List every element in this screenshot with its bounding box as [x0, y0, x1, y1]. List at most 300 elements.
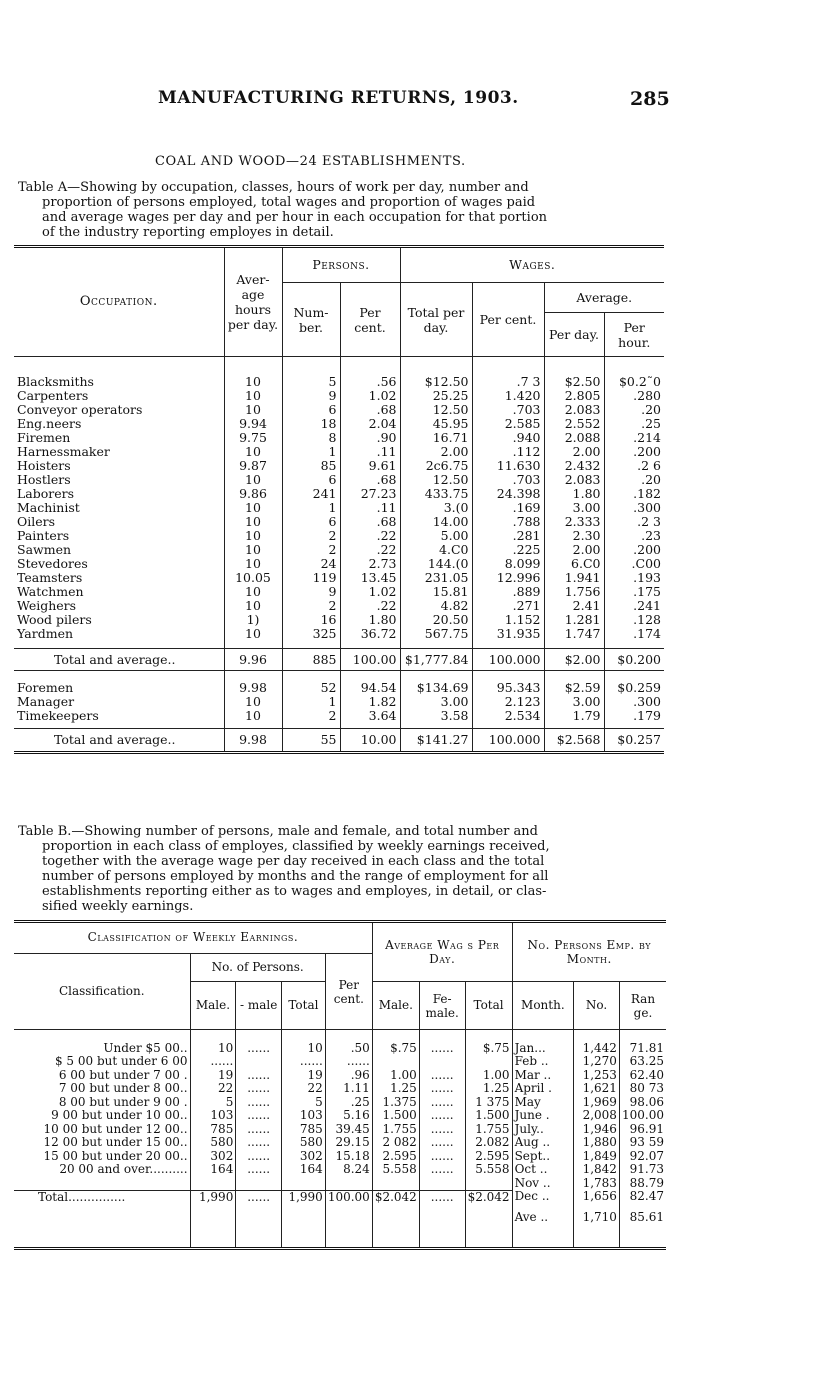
cell-occupation-name: Hostlers	[17, 471, 71, 487]
col-per-hour: Per hour.	[604, 313, 664, 357]
col-avg-wage: Average Wag s Per Day.	[372, 922, 512, 982]
cell-male	[190, 1177, 236, 1191]
cell-avg-per-day: 1.281	[544, 613, 604, 627]
cell-number: 1	[282, 445, 340, 459]
cell-avg-per-day: 2.432	[544, 459, 604, 473]
cell-total: 103	[281, 1109, 325, 1123]
cell-avg-total: $2.042	[465, 1190, 512, 1204]
cell-avg-female	[419, 1177, 465, 1191]
table-row	[14, 459, 664, 473]
cell-number: 8	[282, 431, 340, 445]
cell-wages-percent: .7 3	[472, 375, 544, 389]
caption-line: Table B.—Showing number of persons, male and female, and total number and	[18, 824, 538, 839]
cell-avg-total: 1.500	[465, 1109, 512, 1123]
cell-total: 19	[281, 1069, 325, 1083]
cell-total-per-day: 20.50	[400, 613, 472, 627]
table-b-caption	[18, 824, 664, 914]
average-row	[14, 1204, 666, 1232]
cell-avg-female	[419, 1204, 465, 1232]
cell-avg-per-hour: .128	[604, 613, 664, 627]
cell-range: 82.47	[619, 1190, 666, 1204]
cell-female: ......	[236, 1123, 282, 1137]
cell-male: ......	[190, 1055, 236, 1069]
cell-per-cent: ......	[325, 1055, 372, 1069]
cell-avg-male: 1.755	[372, 1123, 419, 1137]
cell-classification	[14, 1204, 190, 1232]
table-row	[14, 1150, 666, 1164]
col-percent: Per cent.	[340, 283, 400, 357]
cell-avg-male: $2.042	[372, 1190, 419, 1204]
cell-avg-male: 1.25	[372, 1082, 419, 1096]
cell-avg-per-day: $2.568	[544, 729, 604, 753]
table-row	[14, 375, 664, 389]
cell-avg-per-hour: .200	[604, 445, 664, 459]
cell-avg-per-hour: .174	[604, 627, 664, 641]
cell-persons-percent: .68	[340, 473, 400, 487]
cell-avg-per-day: $2.50	[544, 375, 604, 389]
cell-occupation-name: Weighers	[17, 597, 77, 613]
cell-persons-no: 1,656	[574, 1190, 620, 1204]
table-row	[14, 1136, 666, 1150]
cell-total-per-day: $134.69	[400, 681, 472, 695]
cell-month: Feb ..	[512, 1055, 574, 1069]
cell-wages-percent: .788	[472, 515, 544, 529]
cell-range: 98.06	[619, 1096, 666, 1110]
cell-persons-percent: 36.72	[340, 627, 400, 641]
cell-classification: 9 00 but under 10 00..	[51, 1108, 188, 1122]
cell-persons-percent: .56	[340, 375, 400, 389]
col-wages-percent: Per cent.	[472, 283, 544, 357]
total-row	[14, 729, 664, 753]
cell-occupation-name: Oilers	[17, 513, 56, 529]
cell-month: Ave ..	[512, 1204, 574, 1232]
cell-hours: 10.05	[224, 571, 282, 585]
cell-number: 18	[282, 417, 340, 431]
table-row	[14, 1163, 666, 1177]
col-avg-female: Fe- male.	[419, 982, 465, 1030]
cell-total: 10	[281, 1042, 325, 1056]
cell-total: 5	[281, 1096, 325, 1110]
divider-row	[14, 671, 664, 681]
cell-avg-total: 1.00	[465, 1069, 512, 1083]
cell-avg-per-day: 1.80	[544, 487, 604, 501]
cell-occupation-name: Watchmen	[17, 583, 84, 599]
cell-number: 1	[282, 501, 340, 515]
cell-female: ......	[236, 1109, 282, 1123]
cell-hours: 9.98	[224, 729, 282, 753]
cell-female: ......	[236, 1069, 282, 1083]
cell-occupation-name: Foremen	[17, 679, 74, 695]
cell-occupation-name: Stevedores	[17, 555, 88, 571]
cell-persons-percent: 1.02	[340, 585, 400, 599]
table-row	[14, 445, 664, 459]
table-row	[14, 487, 664, 501]
cell-total: ......	[281, 1055, 325, 1069]
cell-avg-total: 1 375	[465, 1096, 512, 1110]
cell-male: 1,990	[190, 1190, 236, 1204]
cell-persons-percent: 13.45	[340, 571, 400, 585]
cell-avg-female: ......	[419, 1190, 465, 1204]
cell-avg-per-hour: .193	[604, 571, 664, 585]
cell-number: 6	[282, 403, 340, 417]
cell-avg-total	[465, 1177, 512, 1191]
table-a	[14, 245, 664, 754]
cell-avg-male: 1.375	[372, 1096, 419, 1110]
cell-avg-male	[372, 1177, 419, 1191]
caption-line: number of persons employed by months and the range of employment for all	[42, 869, 549, 884]
cell-avg-female: ......	[419, 1096, 465, 1110]
cell-total-per-day: 45.95	[400, 417, 472, 431]
caption-line: together with the average wage per day received in each class and the total	[42, 854, 545, 869]
cell-occupation-name: Harnessmaker	[17, 443, 110, 459]
table-row	[14, 1069, 666, 1083]
cell-male: 302	[190, 1150, 236, 1164]
cell-total	[281, 1177, 325, 1191]
caption-line: Table A—Showing by occupation, classes, hours of work per day, number and	[18, 180, 529, 195]
cell-wages-percent: .169	[472, 501, 544, 515]
col-persons: Persons.	[282, 247, 400, 283]
cell-total: 302	[281, 1150, 325, 1164]
cell-avg-per-day: 2.30	[544, 529, 604, 543]
col-classification-group: Classification of Weekly Earnings.	[14, 922, 372, 954]
cell-hours: 10	[224, 403, 282, 417]
cell-per-cent	[325, 1177, 372, 1191]
cell-occupation-name: Blacksmiths	[17, 373, 94, 389]
cell-classification: 8 00 but under 9 00 .	[58, 1094, 188, 1109]
cell-total-per-day: $1,777.84	[400, 649, 472, 671]
cell-hours: 10	[224, 695, 282, 709]
cell-classification	[14, 1177, 190, 1191]
cell-range: 88.79	[619, 1177, 666, 1191]
cell-per-cent: 8.24	[325, 1163, 372, 1177]
cell-total-per-day: 25.25	[400, 389, 472, 403]
col-number: Num- ber.	[282, 283, 340, 357]
cell-occupation-name: Carpenters	[17, 387, 89, 403]
cell-month: Oct ..	[512, 1163, 574, 1177]
cell-occupation-name: Eng.neers	[17, 415, 82, 431]
cell-number: 5	[282, 375, 340, 389]
cell-total-per-day: 16.71	[400, 431, 472, 445]
cell-wages-percent: 1.420	[472, 389, 544, 403]
cell-wages-percent: .703	[472, 403, 544, 417]
cell-classification: Total...............	[14, 1190, 190, 1204]
cell-number: 2	[282, 599, 340, 613]
cell-persons-percent: 2.73	[340, 557, 400, 571]
col-emp-month: No. Persons Emp. by Month.	[512, 922, 666, 982]
col-per-day: Per day.	[544, 313, 604, 357]
cell-total-per-day: 4.82	[400, 599, 472, 613]
cell-avg-per-hour: .300	[604, 695, 664, 709]
cell-total-per-day: 15.81	[400, 585, 472, 599]
table-b	[14, 920, 666, 1250]
cell-avg-per-hour: .300	[604, 501, 664, 515]
cell-avg-per-hour: .241	[604, 599, 664, 613]
table-row	[14, 529, 664, 543]
cell-avg-male	[372, 1204, 419, 1232]
table-row	[14, 627, 664, 641]
cell-avg-male: 1.00	[372, 1069, 419, 1083]
cell-occupation-name: Yardmen	[17, 625, 74, 641]
cell-wages-percent: .271	[472, 599, 544, 613]
cell-female	[236, 1204, 282, 1232]
cell-avg-per-day: 2.41	[544, 599, 604, 613]
cell-avg-male: 2 082	[372, 1136, 419, 1150]
cell-male: 580	[190, 1136, 236, 1150]
cell-avg-male	[372, 1055, 419, 1069]
cell-per-cent	[325, 1204, 372, 1232]
cell-classification: $ 5 00 but under 6 00	[54, 1054, 188, 1068]
cell-male: 103	[190, 1109, 236, 1123]
table-row	[14, 557, 664, 571]
table-row	[14, 473, 664, 487]
table-row	[14, 1177, 666, 1191]
table-row	[14, 1042, 666, 1056]
cell-occupation-name: Hoisters	[17, 457, 71, 473]
caption-line: sified weekly earnings.	[42, 899, 194, 914]
table-row	[14, 1055, 666, 1069]
cell-avg-male: $.75	[372, 1042, 419, 1056]
cell-persons-percent: 1.02	[340, 389, 400, 403]
cell-total-per-day: $141.27	[400, 729, 472, 753]
cell-avg-per-day: 2.083	[544, 403, 604, 417]
cell-month: Mar ..	[512, 1069, 574, 1083]
cell-wages-percent: 31.935	[472, 627, 544, 641]
cell-male: 5	[190, 1096, 236, 1110]
cell-avg-total: 2.595	[465, 1150, 512, 1164]
cell-number: 52	[282, 681, 340, 695]
caption-line: proportion in each class of employes, classified by weekly earnings received,	[42, 839, 550, 854]
cell-persons-no: 1,710	[574, 1204, 620, 1232]
cell-persons-no: 1,621	[574, 1082, 620, 1096]
cell-month: Aug ..	[512, 1136, 574, 1150]
cell-hours: 9.75	[224, 431, 282, 445]
cell-occupation-name: Wood pilers	[17, 611, 92, 627]
cell-occupation-name: Total and average..	[14, 649, 224, 671]
cell-avg-per-day: $2.00	[544, 649, 604, 671]
cell-total	[281, 1204, 325, 1232]
cell-avg-per-hour: .2 3	[604, 515, 664, 529]
cell-avg-female	[419, 1055, 465, 1069]
cell-range: 85.61	[619, 1204, 666, 1232]
cell-avg-per-hour: .179	[604, 709, 664, 723]
cell-persons-percent: .22	[340, 529, 400, 543]
cell-avg-female: ......	[419, 1069, 465, 1083]
total-row	[14, 649, 664, 671]
cell-persons-percent: 100.00	[340, 649, 400, 671]
col-male: Male.	[190, 982, 236, 1030]
section-title: COAL AND WOOD—24 ESTABLISHMENTS.	[155, 154, 466, 169]
cell-range: 96.91	[619, 1123, 666, 1137]
cell-avg-per-hour: .175	[604, 585, 664, 599]
cell-total-per-day: 2c6.75	[400, 459, 472, 473]
cell-persons-percent: .22	[340, 543, 400, 557]
cell-month: April .	[512, 1082, 574, 1096]
cell-number: 55	[282, 729, 340, 753]
cell-number: 2	[282, 529, 340, 543]
cell-hours: 10	[224, 389, 282, 403]
cell-avg-male: 2.595	[372, 1150, 419, 1164]
cell-per-cent: .96	[325, 1069, 372, 1083]
cell-occupation-name: Sawmen	[17, 541, 72, 557]
cell-persons-no: 1,849	[574, 1150, 620, 1164]
cell-total-per-day: 12.50	[400, 403, 472, 417]
cell-classification: 7 00 but under 8 00..	[58, 1081, 188, 1095]
col-female: - male	[236, 982, 282, 1030]
cell-avg-per-day: 2.083	[544, 473, 604, 487]
cell-number: 325	[282, 627, 340, 641]
cell-classification: 15 00 but under 20 00..	[43, 1148, 188, 1163]
cell-wages-percent: 8.099	[472, 557, 544, 571]
cell-avg-per-hour: .280	[604, 389, 664, 403]
cell-total-per-day: 4.C0	[400, 543, 472, 557]
cell-wages-percent: 100.000	[472, 729, 544, 753]
cell-wages-percent: 11.630	[472, 459, 544, 473]
cell-persons-no: 2,008	[574, 1109, 620, 1123]
cell-avg-male: 1.500	[372, 1109, 419, 1123]
cell-avg-per-day: 2.088	[544, 431, 604, 445]
cell-occupation-name: Laborers	[17, 485, 75, 501]
cell-total: 22	[281, 1082, 325, 1096]
cell-hours: 1)	[224, 613, 282, 627]
cell-month: Jan...	[512, 1042, 574, 1056]
cell-avg-female: ......	[419, 1136, 465, 1150]
cell-avg-total: 2.082	[465, 1136, 512, 1150]
cell-hours: 10	[224, 375, 282, 389]
cell-total-per-day: 231.05	[400, 571, 472, 585]
cell-persons-percent: .11	[340, 501, 400, 515]
col-classification: Classification.	[14, 954, 190, 1030]
cell-number: 1	[282, 695, 340, 709]
cell-persons-no: 1,880	[574, 1136, 620, 1150]
cell-avg-per-day: 1.941	[544, 571, 604, 585]
col-num-persons: No. of Persons.	[190, 954, 325, 982]
cell-persons-percent: 10.00	[340, 729, 400, 753]
cell-avg-total: 5.558	[465, 1163, 512, 1177]
cell-month: May	[512, 1096, 574, 1110]
cell-avg-male: 5.558	[372, 1163, 419, 1177]
cell-avg-per-hour: .25	[604, 417, 664, 431]
cell-avg-per-hour: $0.200	[604, 649, 664, 671]
cell-number: 9	[282, 585, 340, 599]
col-avg-male: Male.	[372, 982, 419, 1030]
cell-total-per-day: 3.00	[400, 695, 472, 709]
cell-hours: 10	[224, 585, 282, 599]
col-wages: Wages.	[400, 247, 664, 283]
cell-wages-percent: .940	[472, 431, 544, 445]
cell-number: 2	[282, 709, 340, 723]
cell-avg-per-hour: .C00	[604, 557, 664, 571]
cell-persons-no: 1,270	[574, 1055, 620, 1069]
cell-range: 92.07	[619, 1150, 666, 1164]
cell-avg-female: ......	[419, 1109, 465, 1123]
cell-per-cent: 5.16	[325, 1109, 372, 1123]
cell-hours: 10	[224, 709, 282, 723]
cell-avg-per-day: 2.805	[544, 389, 604, 403]
cell-wages-percent: 2.534	[472, 709, 544, 723]
cell-avg-female: ......	[419, 1150, 465, 1164]
cell-avg-female: ......	[419, 1163, 465, 1177]
cell-wages-percent: .281	[472, 529, 544, 543]
cell-occupation-name: Manager	[17, 693, 75, 709]
cell-occupation-name: Teamsters	[17, 569, 83, 585]
cell-avg-per-day: 3.00	[544, 695, 604, 709]
cell-total-per-day: 5.00	[400, 529, 472, 543]
cell-persons-no: 1,783	[574, 1177, 620, 1191]
cell-wages-percent: 100.000	[472, 649, 544, 671]
table-row	[14, 389, 664, 403]
cell-avg-per-day: 3.00	[544, 501, 604, 515]
cell-total-per-day: 2.00	[400, 445, 472, 459]
cell-wages-percent: 24.398	[472, 487, 544, 501]
cell-classification: 12 00 but under 15 00..	[43, 1135, 188, 1149]
cell-wages-percent: 1.152	[472, 613, 544, 627]
cell-per-cent: .25	[325, 1096, 372, 1110]
cell-avg-per-day: 2.333	[544, 515, 604, 529]
cell-avg-total	[465, 1204, 512, 1232]
cell-avg-total: $.75	[465, 1042, 512, 1056]
cell-persons-percent: 3.64	[340, 709, 400, 723]
cell-total: 1,990	[281, 1190, 325, 1204]
cell-avg-per-day: 1.756	[544, 585, 604, 599]
cell-avg-per-hour: .20	[604, 473, 664, 487]
table-row	[14, 403, 664, 417]
cell-number: 24	[282, 557, 340, 571]
cell-wages-percent: .889	[472, 585, 544, 599]
cell-per-cent: 39.45	[325, 1123, 372, 1137]
cell-female: ......	[236, 1150, 282, 1164]
cell-range: 71.81	[619, 1042, 666, 1056]
cell-total-per-day: $12.50	[400, 375, 472, 389]
cell-month: Sept..	[512, 1150, 574, 1164]
cell-total: 164	[281, 1163, 325, 1177]
cell-persons-no: 1,442	[574, 1042, 620, 1056]
cell-total: 580	[281, 1136, 325, 1150]
cell-classification: 20 00 and over..........	[59, 1162, 188, 1176]
cell-number: 6	[282, 473, 340, 487]
col-per-cent: Per cent.	[325, 954, 372, 1030]
cell-number: 16	[282, 613, 340, 627]
cell-female: ......	[236, 1163, 282, 1177]
cell-persons-percent: .68	[340, 403, 400, 417]
cell-total-per-day: 3.(0	[400, 501, 472, 515]
cell-avg-per-day: 1.79	[544, 709, 604, 723]
cell-persons-percent: 2.04	[340, 417, 400, 431]
col-average: Average.	[544, 283, 664, 313]
cell-month: Nov ..	[512, 1177, 574, 1191]
cell-range: 100.00	[619, 1109, 666, 1123]
cell-male	[190, 1204, 236, 1232]
cell-hours: 10	[224, 445, 282, 459]
cell-range: 91.73	[619, 1163, 666, 1177]
cell-wages-percent: 95.343	[472, 681, 544, 695]
cell-hours: 9.86	[224, 487, 282, 501]
cell-range: 62.40	[619, 1069, 666, 1083]
page-number: 285	[630, 88, 670, 110]
cell-avg-per-hour: .200	[604, 543, 664, 557]
cell-avg-total: 1.25	[465, 1082, 512, 1096]
cell-male: 785	[190, 1123, 236, 1137]
cell-persons-percent: .11	[340, 445, 400, 459]
cell-persons-percent: .90	[340, 431, 400, 445]
cell-hours: 10	[224, 599, 282, 613]
col-month: Month.	[512, 982, 574, 1030]
cell-hours: 9.98	[224, 681, 282, 695]
cell-number: 119	[282, 571, 340, 585]
cell-classification: 6 00 but under 7 00 .	[58, 1067, 188, 1082]
cell-month: June .	[512, 1109, 574, 1123]
cell-classification: 10 00 but under 12 00..	[43, 1121, 188, 1136]
table-row	[14, 585, 664, 599]
